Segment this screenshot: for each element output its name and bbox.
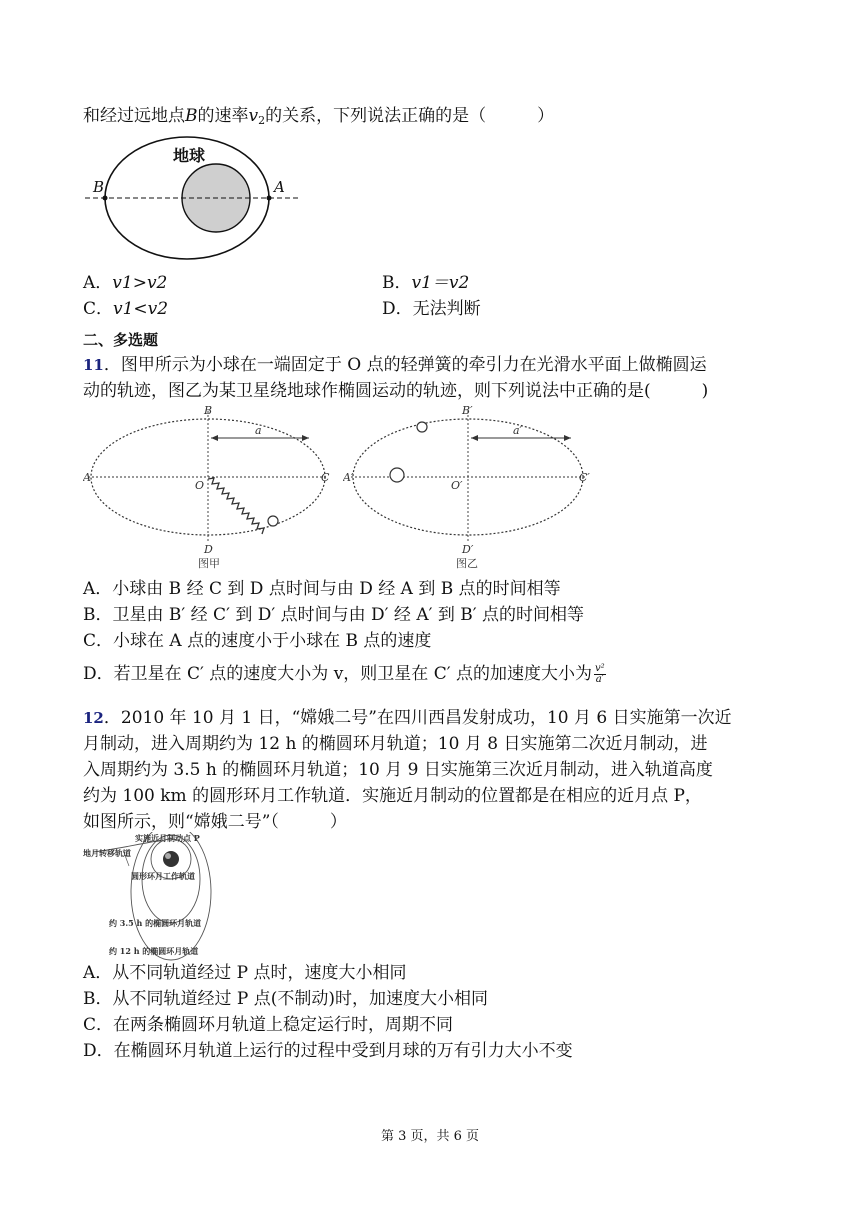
q12-stem-line5: 如图所示，则“嫦娥二号”（ ） <box>83 812 347 832</box>
fraction: $\frac{\text{v²}}{a'}$ <box>595 663 605 685</box>
q10-option-b: B．v1＝v2 <box>382 273 470 293</box>
q12-orbit-figure <box>83 832 233 962</box>
svg-text:地月转移轨道: 地月转移轨道 <box>83 848 131 858</box>
q10-stem: 和经过远地点B的速率$v_2$的关系，下列说法正确的是（ ） <box>83 106 555 127</box>
q11-option-d: D．若卫星在 C′ 点的速度大小为 v，则卫星在 C′ 点的加速度大小为 $\frac{\text{v²}}{a'}$ <box>83 663 605 685</box>
spring-icon <box>208 478 264 534</box>
q10-option-a: A．v1>v2 <box>83 273 168 293</box>
svg-text:圆形环月工作轨道: 圆形环月工作轨道 <box>131 871 195 881</box>
q11-option-b: B．卫星由 B′ 经 C′ 到 D′ 点时间与由 D′ 经 A′ 到 B′ 点的时间相等 <box>83 605 585 625</box>
svg-text:约 3.5 h 的椭圆环月轨道: 约 3.5 h 的椭圆环月轨道 <box>109 918 202 928</box>
q11-stem-line1: 11．图甲所示为小球在一端固定于 O 点的轻弹簧的牵引力在光滑水平面上做椭圆运 <box>83 355 707 375</box>
q12-stem-line3: 入周期约为 3.5 h 的椭圆环月轨道；10 月 9 日实施第三次近月制动，进入轨道高度 <box>83 760 713 780</box>
q12-stem-line2: 月制动，进入周期约为 12 h 的椭圆环月轨道；10 月 8 日实施第二次近月制动，进 <box>83 734 708 754</box>
q10-option-c: C．v1<v2 <box>83 299 169 319</box>
section-title: 二、多选题 <box>83 331 159 349</box>
q10-option-d: D．无法判断 <box>382 299 481 319</box>
q12-stem-line4: 约为 100 km 的圆形环月工作轨道．实施近月制动的位置都是在相应的近月点 P， <box>83 786 702 806</box>
q12-option-c: C．在两条椭圆环月轨道上稳定运行时，周期不同 <box>83 1015 454 1035</box>
svg-text:A: A <box>83 471 91 484</box>
caption-jia: 图甲 <box>198 557 220 570</box>
svg-text:O′: O′ <box>451 479 463 492</box>
q11-option-a: A．小球由 B 经 C 到 D 点时间与由 D 经 A 到 B 点的时间相等 <box>83 579 561 599</box>
moon-icon <box>163 851 179 867</box>
label-b: B <box>93 178 105 196</box>
q12-option-b: B．从不同轨道经过 P 点(不制动)时，加速度大小相同 <box>83 989 489 1009</box>
svg-text:D′: D′ <box>462 543 474 556</box>
q11-stem-line2: 动的轨迹，图乙为某卫星绕地球作椭圆运动的轨迹，则下列说法中正确的是( ) <box>83 381 709 401</box>
svg-text:约 12 h 的椭圆环月轨道: 约 12 h 的椭圆环月轨道 <box>109 946 199 956</box>
svg-text:B: B <box>204 404 213 417</box>
q11-figure-yi <box>343 403 595 573</box>
q12-option-a: A．从不同轨道经过 P 点时，速度大小相同 <box>83 963 407 983</box>
svg-text:B′: B′ <box>462 404 473 417</box>
label-a: A <box>274 178 285 196</box>
svg-text:O: O <box>195 479 205 492</box>
page-footer: 第 3 页，共 6 页 <box>380 1129 480 1144</box>
q12-option-d: D．在椭圆环月轨道上运行的过程中受到月球的万有引力大小不变 <box>83 1041 573 1061</box>
svg-text:C: C <box>321 471 330 484</box>
q11-option-c: C．小球在 A 点的速度小于小球在 B 点的速度 <box>83 631 432 651</box>
q12-stem-line1: 12．2010 年 10 月 1 日，“嫦娥二号”在四川西昌发射成功，10 月 6 日实施第一次近 <box>83 708 732 728</box>
svg-text:A′: A′ <box>343 471 354 484</box>
svg-text:D: D <box>204 543 213 556</box>
q10-orbit-figure <box>83 135 308 265</box>
earth-label: 地球 <box>173 146 206 165</box>
svg-text:a: a <box>255 424 262 437</box>
satellite-icon <box>417 422 427 432</box>
point-b-dot <box>103 196 108 201</box>
ball-icon <box>268 516 278 526</box>
svg-text:实施近月制动点 P: 实施近月制动点 P <box>135 833 200 843</box>
caption-yi: 图乙 <box>456 557 478 570</box>
point-a-dot <box>267 196 272 201</box>
svg-text:a′: a′ <box>513 424 523 437</box>
q11-figure-jia <box>83 403 333 573</box>
earth-icon <box>390 468 404 482</box>
svg-text:C′: C′ <box>579 471 590 484</box>
